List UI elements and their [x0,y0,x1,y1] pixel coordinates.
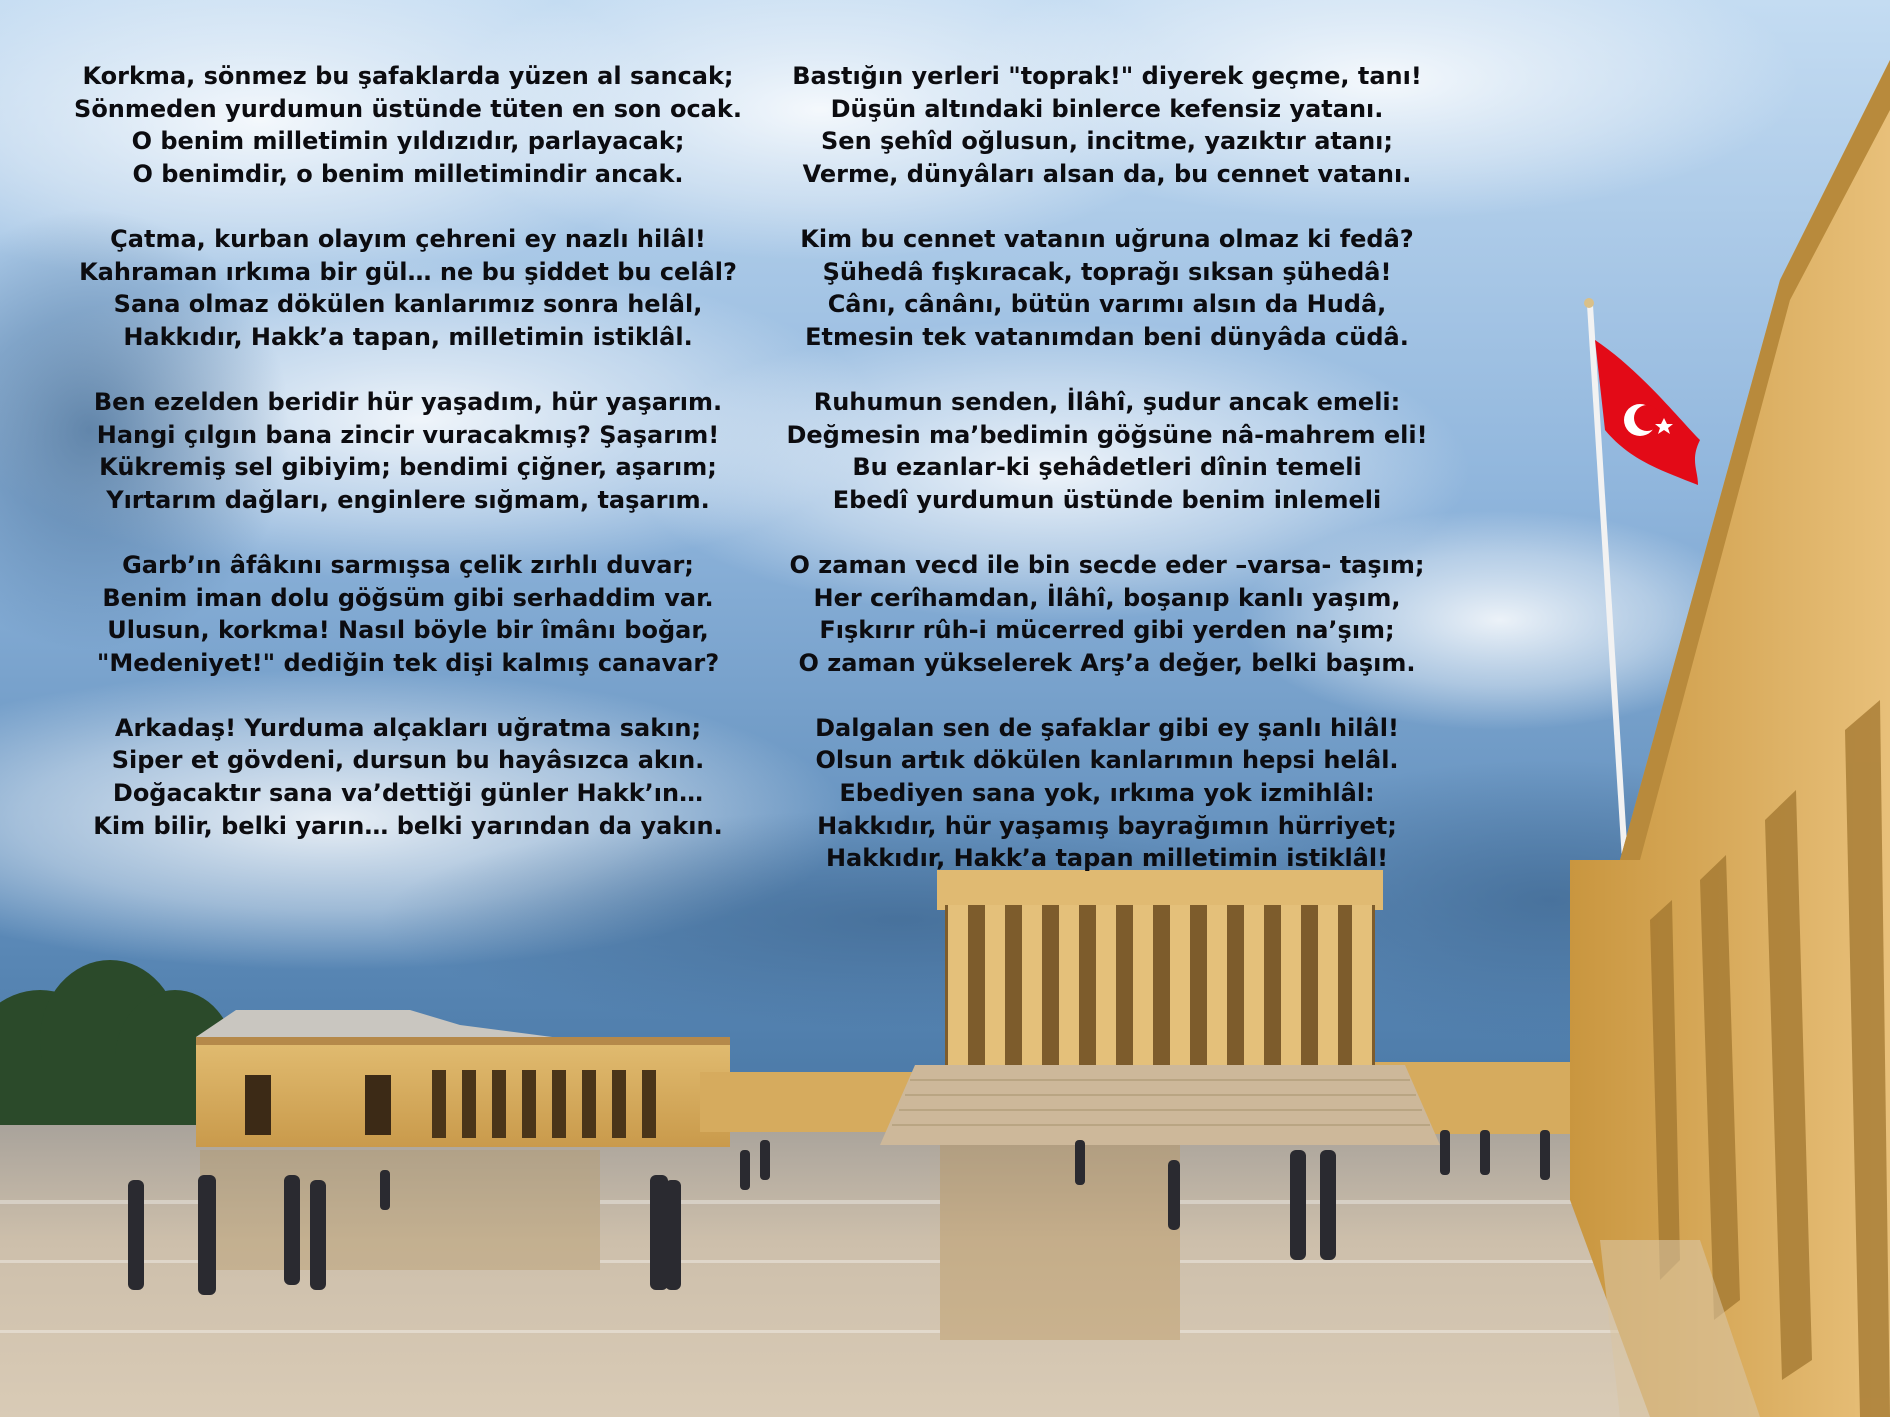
poem-line: Fışkırır rûh-i mücerred gibi yerden na’şım; [819,616,1395,645]
poem-line: Korkma, sönmez bu şafaklarda yüzen al sancak; [82,62,734,90]
poem-stanza [58,223,758,353]
poem-line: O benim milletimin yıldızıdır, parlayacak; [131,127,685,156]
poem-line: O benimdir, o benim milletimindir ancak. [132,159,684,188]
poem-stanza [58,549,758,679]
poem-line: Yırtarım dağları, enginlere sığmam, taşarım. [106,485,710,514]
poem-line: "Medeniyet!" dediğin tek dişi kalmış canavar? [96,648,720,677]
poem-line: Ulusun, korkma! Nasıl böyle bir îmânı boğar, [107,616,709,645]
poem-line: Kim bu cennet vatanın uğruna olmaz ki fedâ? [800,224,1414,253]
poem-stanza [757,549,1457,679]
poem-line: Hangi çılgın bana zincir vuracakmış? Şaşarım! [96,420,720,449]
poem-line: Arkadaş! Yurduma alçakları uğratma sakın; [114,713,702,742]
poem-line: Sen şehîd oğlusun, incitme, yazıktır atanı; [821,127,1393,156]
poem-line: Sönmeden yurdumun üstünde tüten en son ocak. [74,94,742,123]
poem-line: Siper et gövdeni, dursun bu hayâsızca akın. [111,746,705,775]
poem-line: Hakkıdır, Hakk’a tapan, milletimin istiklâl. [123,322,693,351]
poem-line: Düşün altındaki binlerce kefensiz yatanı. [830,94,1384,123]
poem-line: Ebedî yurdumun üstünde benim inlemeli [832,485,1382,514]
poem-line: Verme, dünyâları alsan da, bu cennet vatanı. [802,159,1412,188]
poem-right-column [757,60,1457,875]
poem-line: Dalgalan sen de şafaklar gibi ey şanlı hilâl! [815,713,1399,742]
poem-left-column [58,60,758,842]
poem-line: Kükremiş sel gibiyim; bendimi çiğner, aşarım; [99,453,717,482]
poem-line: Bu ezanlar-ki şehâdetleri dînin temeli [852,453,1362,482]
poem-stanza [757,712,1457,875]
poem-line: Kim bilir, belki yarın… belki yarından da yakın. [93,811,723,840]
poem-line: Garb’ın âfâkını sarmışsa çelik zırhlı duvar; [122,550,694,579]
poem-line: Ruhumun senden, İlâhî, şudur ancak emeli: [813,387,1401,416]
poem-line: Benim iman dolu göğsüm gibi serhaddim var. [102,583,714,612]
poem-line: O zaman yükselerek Arş’a değer, belki başım. [798,648,1416,677]
poem-line: Bastığın yerleri "toprak!" diyerek geçme, tanı! [792,62,1422,90]
poem-line: O zaman vecd ile bin secde eder –varsa- taşım; [789,550,1425,579]
poem-line: Her cerîhamdan, İlâhî, boşanıp kanlı yaşım, [813,583,1401,612]
poem-line: Şühedâ fışkıracak, toprağı sıksan şühedâ! [822,257,1392,286]
poem-line: Değmesin ma’bedimin göğsüne nâ-mahrem eli! [786,420,1428,449]
poem-stanza [757,60,1457,190]
poem-stanza [58,60,758,190]
poem-stanza [58,386,758,516]
poem-line: Çatma, kurban olayım çehreni ey nazlı hilâl! [110,224,706,253]
poem-line: Hakkıdır, Hakk’a tapan milletimin istiklâl! [825,844,1389,873]
poem-line: Kahraman ırkıma bir gül… ne bu şiddet bu celâl? [79,257,737,286]
poem-stanza [757,223,1457,353]
anitkabir-mausoleum [880,870,1440,1145]
poem-line: Ebediyen sana yok, ırkıma yok izmihlâl: [839,779,1375,808]
poem-line: Sana olmaz dökülen kanlarımız sonra helâl, [113,290,703,319]
poem-stanza [757,386,1457,516]
poem-line: Olsun artık dökülen kanlarımın hepsi helâl. [815,746,1399,775]
poem-stanza [58,712,758,842]
poem-line: Doğacaktır sana va’dettiği günler Hakk’ın… [112,779,704,808]
poem-line: Ben ezelden beridir hür yaşadım, hür yaşarım. [93,387,723,416]
low-wall-left [700,1072,915,1132]
poem-line: Cânı, cânânı, bütün varımı alsın da Hudâ, [827,290,1387,319]
poem-line: Hakkıdır, hür yaşamış bayrağımın hürriyet; [817,811,1397,840]
poem-line: Etmesin tek vatanımdan beni dünyâda cüdâ. [805,322,1409,351]
